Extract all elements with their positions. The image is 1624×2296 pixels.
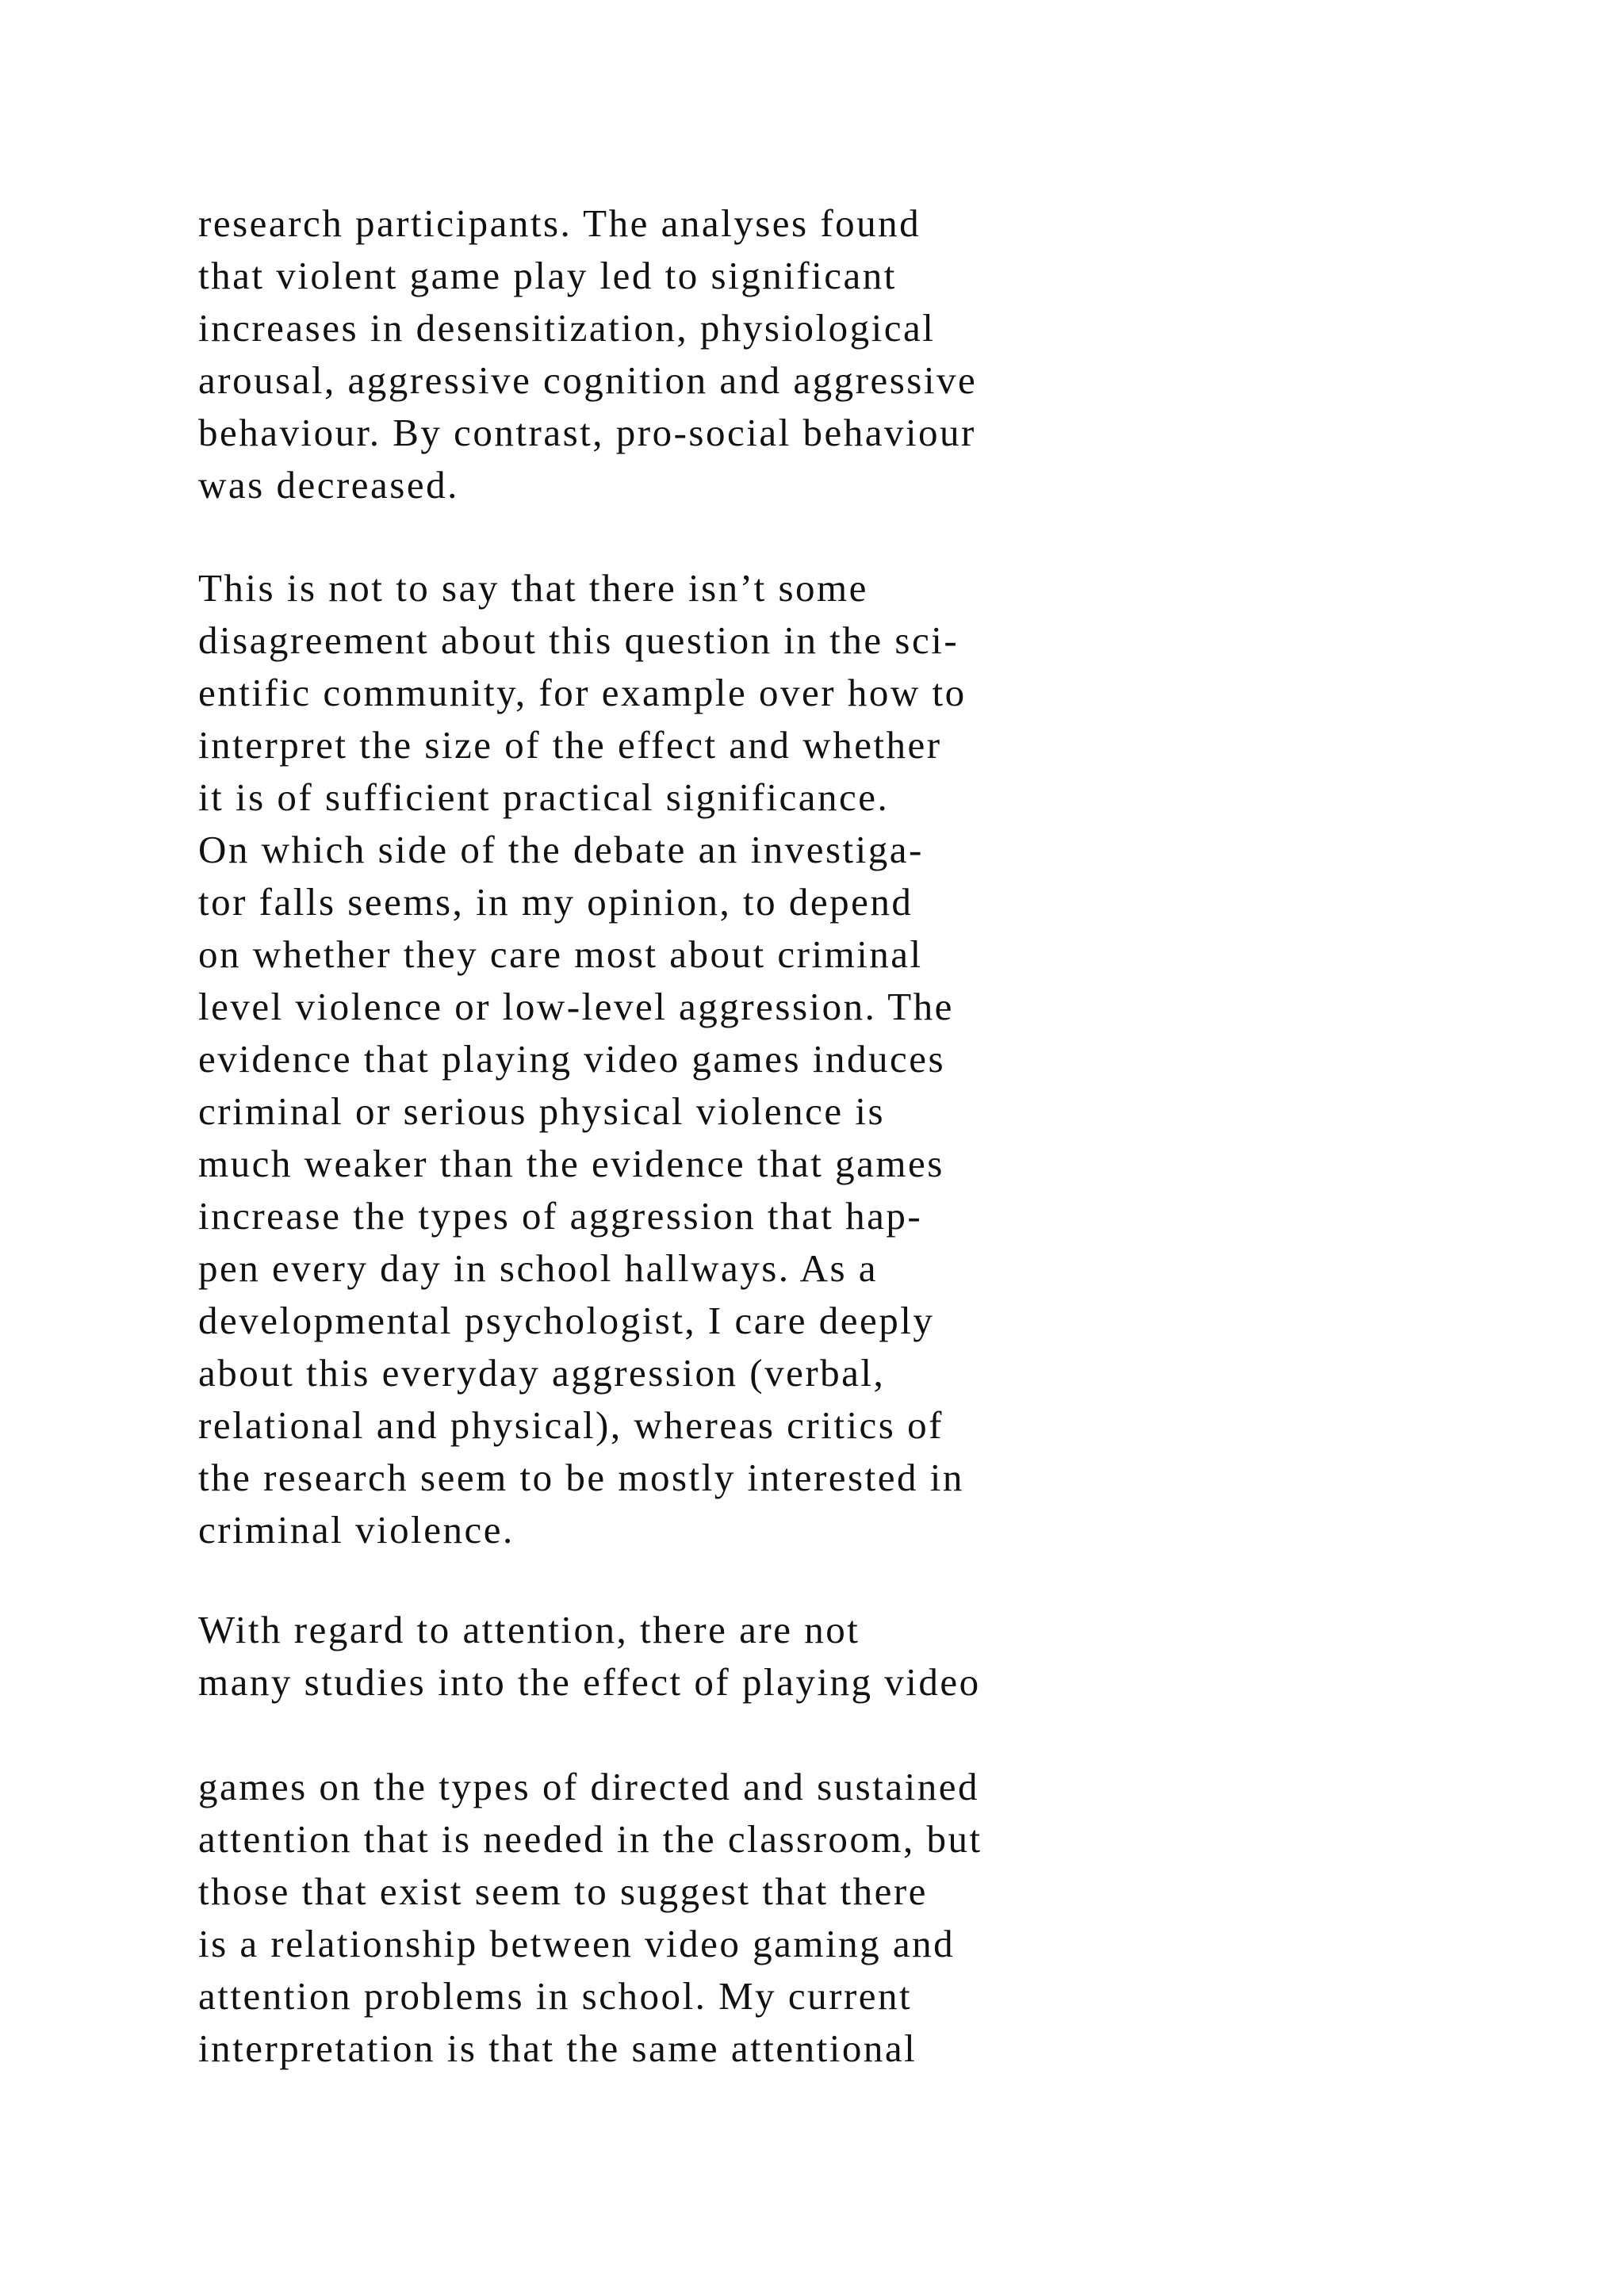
text-line: On which side of the debate an investiga- [198, 828, 924, 871]
text-line: those that exist seem to suggest that there [198, 1869, 928, 1913]
text-line: is a relationship between video gaming and [198, 1922, 956, 1965]
text-line: interpretation is that the same attentional [198, 2026, 917, 2070]
text-line: that violent game play led to significant [198, 254, 897, 297]
paragraph-4 [198, 1761, 1150, 2075]
text-line: level violence or low-level aggression. The [198, 985, 954, 1028]
text-line: much weaker than the evidence that games [198, 1142, 944, 1185]
text-line: attention that is needed in the classroom, but [198, 1817, 982, 1861]
text-line: games on the types of directed and sustained [198, 1765, 979, 1808]
text-line: tor falls seems, in my opinion, to depend [198, 880, 914, 924]
text-line: about this everyday aggression (verbal, [198, 1351, 886, 1395]
text-line: criminal violence. [198, 1508, 515, 1552]
text-line: behaviour. By contrast, pro-social behaviour [198, 411, 976, 454]
text-line: interpret the size of the effect and whether [198, 723, 942, 767]
text-line: many studies into the effect of playing video [198, 1660, 981, 1704]
text-line: entific community, for example over how to [198, 671, 967, 714]
text-line: increases in desensitization, physiological [198, 306, 936, 350]
text-line: attention problems in school. My current [198, 1974, 913, 2018]
text-line: relational and physical), whereas critics of [198, 1403, 944, 1447]
text-line: arousal, aggressive cognition and aggressive [198, 358, 978, 402]
text-line: increase the types of aggression that hap- [198, 1194, 923, 1238]
text-line: This is not to say that there isn’t some [198, 566, 868, 610]
text-line: was decreased. [198, 463, 459, 507]
paragraph-1 [198, 197, 1150, 511]
text-line: evidence that playing video games induces [198, 1037, 946, 1081]
text-line: it is of sufficient practical significance. [198, 775, 890, 819]
text-line: disagreement about this question in the sci- [198, 618, 959, 662]
text-line: research participants. The analyses found [198, 201, 921, 245]
text-line: pen every day in school hallways. As a [198, 1246, 879, 1290]
text-line: the research seem to be mostly interested in [198, 1456, 964, 1499]
paragraph-3 [198, 1604, 1150, 1709]
text-line: With regard to attention, there are not [198, 1608, 860, 1651]
text-line: developmental psychologist, I care deeply [198, 1299, 935, 1342]
text-line: criminal or serious physical violence is [198, 1089, 886, 1133]
paragraph-2 [198, 562, 1150, 1556]
text-line: on whether they care most about criminal [198, 932, 923, 976]
